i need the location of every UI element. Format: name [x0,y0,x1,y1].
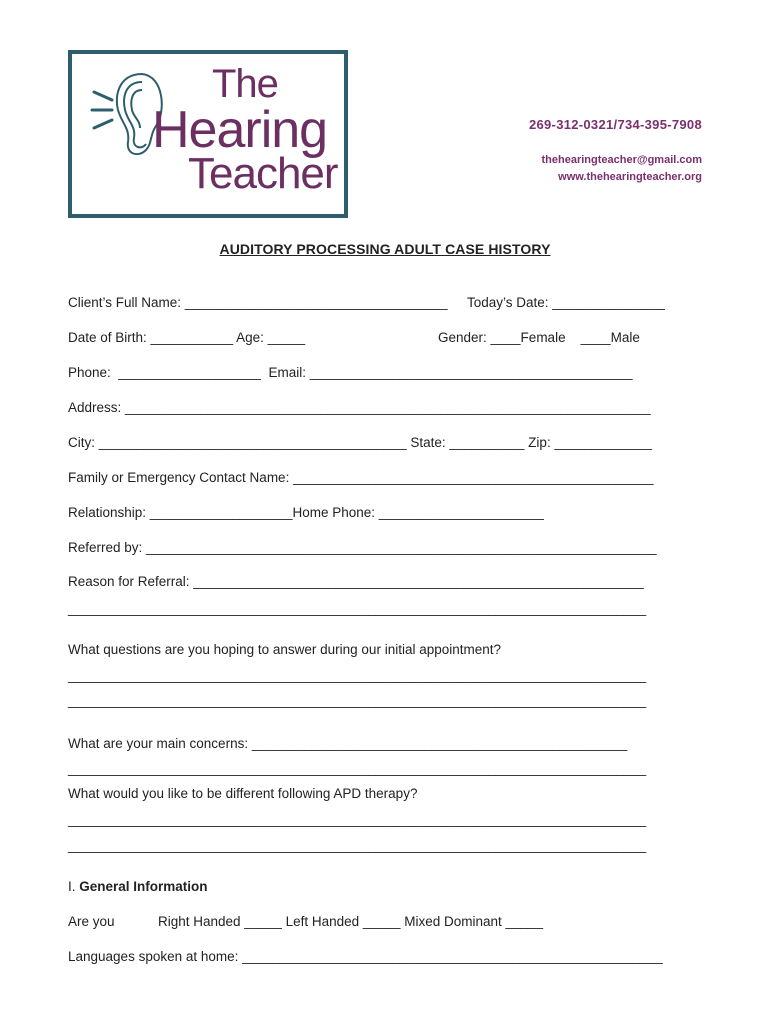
emergency-contact-field[interactable]: Family or Emergency Contact Name: ________________________________________________ [68,470,654,485]
questions-answer-line-1[interactable]: _____________________________________________________________________________ [68,668,647,683]
main-concerns-field[interactable]: What are your main concerns: __________________________________________________ [68,736,628,751]
referred-by-field[interactable]: Referred by: ____________________________________________________________________ [68,540,657,555]
contact-phones: 269-312-0321/734-395-7908 [528,117,702,132]
address-field[interactable]: Address: ______________________________________________________________________ [68,400,651,415]
contact-email[interactable]: thehearingteacher@gmail.com [541,154,702,166]
logo-the: The [212,62,278,106]
page-title: AUDITORY PROCESSING ADULT CASE HISTORY [219,241,551,257]
concerns-continuation-line[interactable]: _____________________________________________________________________________ [68,761,647,776]
gender-field[interactable]: Gender: ____Female ____Male [438,330,640,345]
city-state-zip-field[interactable]: City: _________________________________________ State: __________ Zip: _____________ [68,435,653,450]
section-number: I. [68,879,80,894]
logo-teacher: Teacher [188,149,338,198]
reason-continuation-line[interactable]: _____________________________________________________________________________ [68,601,647,616]
handedness-field[interactable]: Right Handed _____ Left Handed _____ Mixed Dominant _____ [158,914,544,929]
different-answer-line-2[interactable]: _____________________________________________________________________________ [68,838,647,853]
dob-age-field[interactable]: Date of Birth: ___________ Age: _____ [68,330,306,345]
todays-date-field[interactable]: Today’s Date: _______________ [467,295,665,310]
phone-email-field[interactable]: Phone: ___________________ Email: ___________________________________________ [68,365,633,380]
client-name-field[interactable]: Client’s Full Name: ___________________________________ [68,295,448,310]
are-you-label: Are you [68,914,115,929]
section-title: General Information [79,879,208,894]
different-answer-line-1[interactable]: _____________________________________________________________________________ [68,812,647,827]
questions-prompt: What questions are you hoping to answer during our initial appointment? [68,642,502,657]
questions-answer-line-2[interactable]: _____________________________________________________________________________ [68,693,647,708]
logo-hearing: Hearing [152,101,328,159]
contact-website[interactable]: www.thehearingteacher.org [558,171,702,183]
section-heading [68,879,208,894]
relationship-home-phone-field[interactable]: Relationship: ___________________Home Phone: ______________________ [68,505,544,520]
reason-for-referral-field[interactable]: Reason for Referral: ____________________________________________________________ [68,574,644,589]
different-prompt: What would you like to be different following APD therapy? [68,786,418,801]
languages-field[interactable]: Languages spoken at home: ________________________________________________________ [68,949,663,964]
logo [68,50,348,218]
